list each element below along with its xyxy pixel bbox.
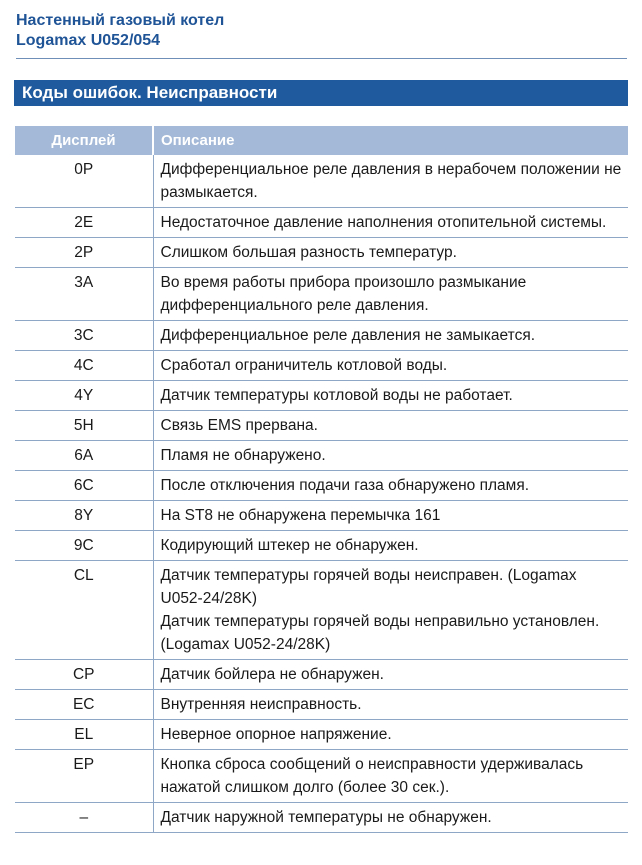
error-description: Неверное опорное напряжение. — [153, 720, 628, 750]
table-row — [15, 238, 628, 268]
error-code: EC — [15, 690, 153, 720]
error-description-line: Датчик температуры горячей воды неправильно установлен. (Logamax U052-24/28K) — [160, 613, 600, 653]
table-row — [15, 351, 628, 381]
error-code: CP — [15, 660, 153, 690]
table-header-row — [15, 126, 628, 155]
document-header — [16, 11, 628, 51]
table-row — [15, 720, 628, 750]
error-description: На ST8 не обнаружена перемычка 161 — [153, 501, 628, 531]
error-code: 4Y — [15, 381, 153, 411]
error-description: Недостаточное давление наполнения отопительной системы. — [153, 208, 628, 238]
error-code: 5H — [15, 411, 153, 441]
error-description-line: Датчик температуры горячей воды неисправен. (Logamax U052-24/28K) — [160, 567, 577, 607]
error-description: Внутренняя неисправность. — [153, 690, 628, 720]
error-code: 3C — [15, 321, 153, 351]
error-description: Датчик наружной температуры не обнаружен. — [153, 803, 628, 833]
table-row — [15, 471, 628, 501]
table-row — [15, 803, 628, 833]
table-row — [15, 321, 628, 351]
table-row — [15, 268, 628, 321]
table-row — [15, 501, 628, 531]
document-model: Logamax U052/054 — [16, 32, 161, 49]
document-title: Настенный газовый котел — [16, 12, 225, 29]
table-row — [15, 660, 628, 690]
error-code: 6A — [15, 441, 153, 471]
error-code: – — [15, 803, 153, 833]
error-code: 2E — [15, 208, 153, 238]
error-code: 8Y — [15, 501, 153, 531]
error-code: 2P — [15, 238, 153, 268]
table-row — [15, 531, 628, 561]
error-code: 6C — [15, 471, 153, 501]
table-row — [15, 155, 628, 208]
error-code: CL — [15, 561, 153, 660]
error-description: После отключения подачи газа обнаружено пламя. — [153, 471, 628, 501]
error-description: Дифференциальное реле давления не замыкается. — [153, 321, 628, 351]
error-description: Во время работы прибора произошло размыкание дифференциального реле давления. — [153, 268, 628, 321]
table-row — [15, 690, 628, 720]
error-description: Кодирующий штекер не обнаружен. — [153, 531, 628, 561]
error-description: Датчик температуры котловой воды не работает. — [153, 381, 628, 411]
error-description: Сработал ограничитель котловой воды. — [153, 351, 628, 381]
error-description: Слишком большая разность температур. — [153, 238, 628, 268]
table-row — [15, 561, 628, 660]
error-code: 9C — [15, 531, 153, 561]
table-row — [15, 441, 628, 471]
error-description — [153, 561, 628, 660]
error-code: 0P — [15, 155, 153, 208]
header-divider — [16, 58, 627, 59]
column-header-display: Дисплей — [15, 126, 153, 155]
error-code: 3A — [15, 268, 153, 321]
table-row — [15, 381, 628, 411]
error-description: Дифференциальное реле давления в нерабочем положении не размыкается. — [153, 155, 628, 208]
error-description: Пламя не обнаружено. — [153, 441, 628, 471]
error-description: Связь EMS прервана. — [153, 411, 628, 441]
error-code: EL — [15, 720, 153, 750]
error-codes-table — [15, 126, 628, 833]
error-code: 4C — [15, 351, 153, 381]
table-row — [15, 750, 628, 803]
error-description: Кнопка сброса сообщений о неисправности удерживалась нажатой слишком долго (более 30 сек.). — [153, 750, 628, 803]
table-row — [15, 208, 628, 238]
error-code: EP — [15, 750, 153, 803]
error-description: Датчик бойлера не обнаружен. — [153, 660, 628, 690]
section-title: Коды ошибок. Неисправности — [14, 80, 628, 106]
column-header-description: Описание — [153, 126, 628, 155]
table-row — [15, 411, 628, 441]
